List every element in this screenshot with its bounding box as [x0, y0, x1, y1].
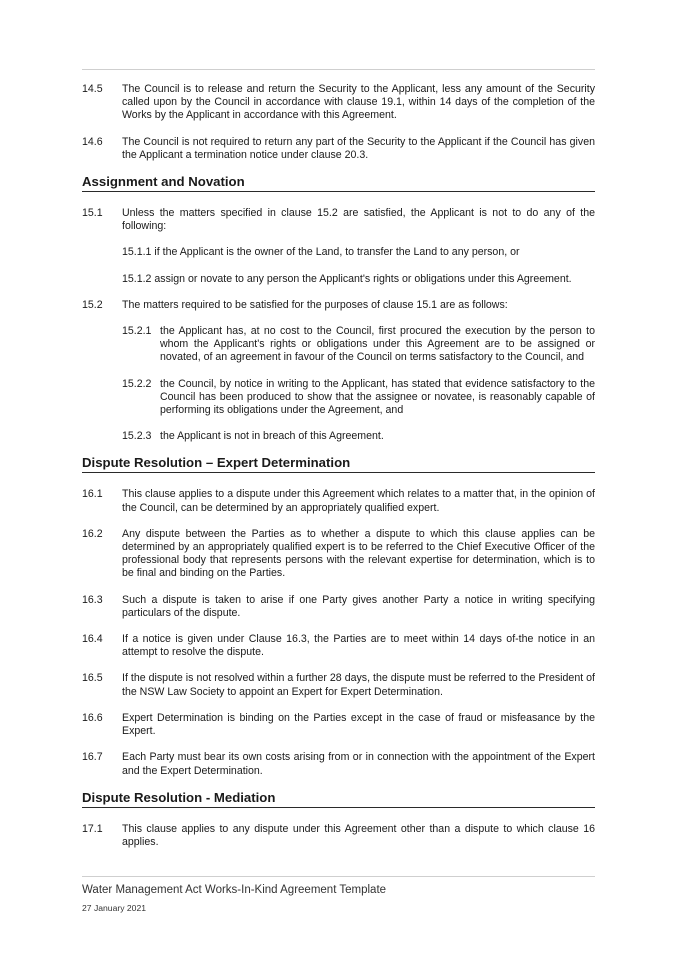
clause-15-2 [82, 299, 595, 312]
clause-text: Expert Determination is binding on the Parties except in the case of fraud or misfeasance by the Expert. [122, 711, 595, 738]
clause-number: 16.1 [82, 488, 103, 501]
clause-14-6 [82, 136, 595, 162]
clause-number: 16.5 [82, 672, 103, 685]
section-heading-assignment: Assignment and Novation [82, 174, 595, 192]
clause-text: Unless the matters specified in clause 15.2 are satisfied, the Applicant is not to do any of the following: [122, 207, 595, 233]
clause-17-1 [82, 823, 595, 849]
clause-15-2-3 [122, 430, 595, 443]
clause-text: Such a dispute is taken to arise if one Party gives another Party a notice in writing specifying particulars of the dispute. [122, 593, 595, 619]
clause-15-1-2: 15.1.2 assign or novate to any person the Applicant's rights or obligations under this Agreement. [122, 272, 572, 285]
clause-15-2-2 [122, 378, 595, 418]
clause-15-1-1: 15.1.1 if the Applicant is the owner of the Land, to transfer the Land to any person, or [122, 246, 520, 259]
clause-number: 15.2 [82, 298, 103, 311]
clause-number: 16.6 [82, 711, 103, 724]
clause-number: 15.2.1 [122, 325, 152, 338]
clause-16-1 [82, 488, 595, 514]
footer-rule [82, 876, 595, 877]
clause-number: 15.2.2 [122, 377, 152, 390]
clause-14-5 [82, 83, 595, 123]
clause-text: the Applicant has, at no cost to the Council, first procured the execution by the person to whom the Applicant's rights or obligations under this Agreement are to be assigned or novated, of an agreement in favour of the Council on terms satisfactory to the Council, and [160, 325, 595, 364]
clause-number: 16.2 [82, 527, 103, 540]
clause-number: 17.1 [82, 822, 103, 835]
clause-16-3 [82, 594, 595, 620]
clause-text: The Council is to release and return the Security to the Applicant, less any amount of the Security called upon by the Council in accordance with clause 19.1, within 14 days of the completion of the Works by the Applicant in accordance with this Agreement. [122, 83, 595, 122]
clause-16-4 [82, 633, 595, 659]
clause-16-2 [82, 528, 595, 581]
header-rule [82, 69, 595, 70]
clause-text: the Council, by notice in writing to the Applicant, has stated that evidence satisfactory to the Council has been produced to show that the assignee or novatee, is reasonably capable of performing its obligations under the Agreement, and [160, 377, 595, 417]
footer-title: Water Management Act Works-In-Kind Agreement Template [82, 884, 387, 896]
footer-date: 27 January 2021 [82, 903, 147, 913]
clause-text: Any dispute between the Parties as to whether a dispute to which this clause applies can be determined by an appropriately qualified expert is to be referred to the Chief Executive Officer of the professional body that represents persons with the relevant expertise for determination, which is to be final and binding on the Parties. [122, 527, 595, 580]
clause-number: 15.2.3 [122, 430, 152, 443]
clause-text: The Council is not required to return any part of the Security to the Applicant if the Council has given the Applicant a termination notice under clause 20.3. [122, 135, 595, 161]
clause-text: The matters required to be satisfied for the purposes of clause 15.1 are as follows: [122, 298, 508, 311]
section-heading-mediation: Dispute Resolution - Mediation [82, 790, 595, 808]
clause-16-5 [82, 672, 595, 698]
clause-15-2-1 [122, 325, 595, 365]
clause-16-7 [82, 751, 595, 777]
clause-text: If the dispute is not resolved within a further 28 days, the dispute must be referred to the President of the NSW Law Society to appoint an Expert for Expert Determination. [122, 672, 595, 698]
clause-15-1 [82, 207, 595, 233]
clause-text: This clause applies to any dispute under this Agreement other than a dispute to which clause 16 applies. [122, 822, 595, 848]
clause-text: If a notice is given under Clause 16.3, the Parties are to meet within 14 days of-the notice in an attempt to resolve the dispute. [122, 633, 595, 659]
clause-text: This clause applies to a dispute under this Agreement which relates to a matter that, in the opinion of the Council, can be determined by an appropriately qualified expert. [122, 488, 595, 514]
clause-text: Each Party must bear its own costs arising from or in connection with the appointment of the Expert and the Expert Determination. [122, 751, 595, 777]
clause-number: 15.1 [82, 207, 103, 220]
section-heading-expert-determination: Dispute Resolution – Expert Determination [82, 455, 595, 473]
clause-number: 14.5 [82, 83, 103, 95]
clause-text: the Applicant is not in breach of this Agreement. [160, 430, 384, 443]
document-body [82, 83, 595, 849]
clause-number: 16.7 [82, 751, 103, 764]
clause-number: 14.6 [82, 135, 103, 148]
clause-16-6 [82, 712, 595, 738]
clause-number: 16.4 [82, 633, 103, 646]
clause-number: 16.3 [82, 593, 103, 606]
